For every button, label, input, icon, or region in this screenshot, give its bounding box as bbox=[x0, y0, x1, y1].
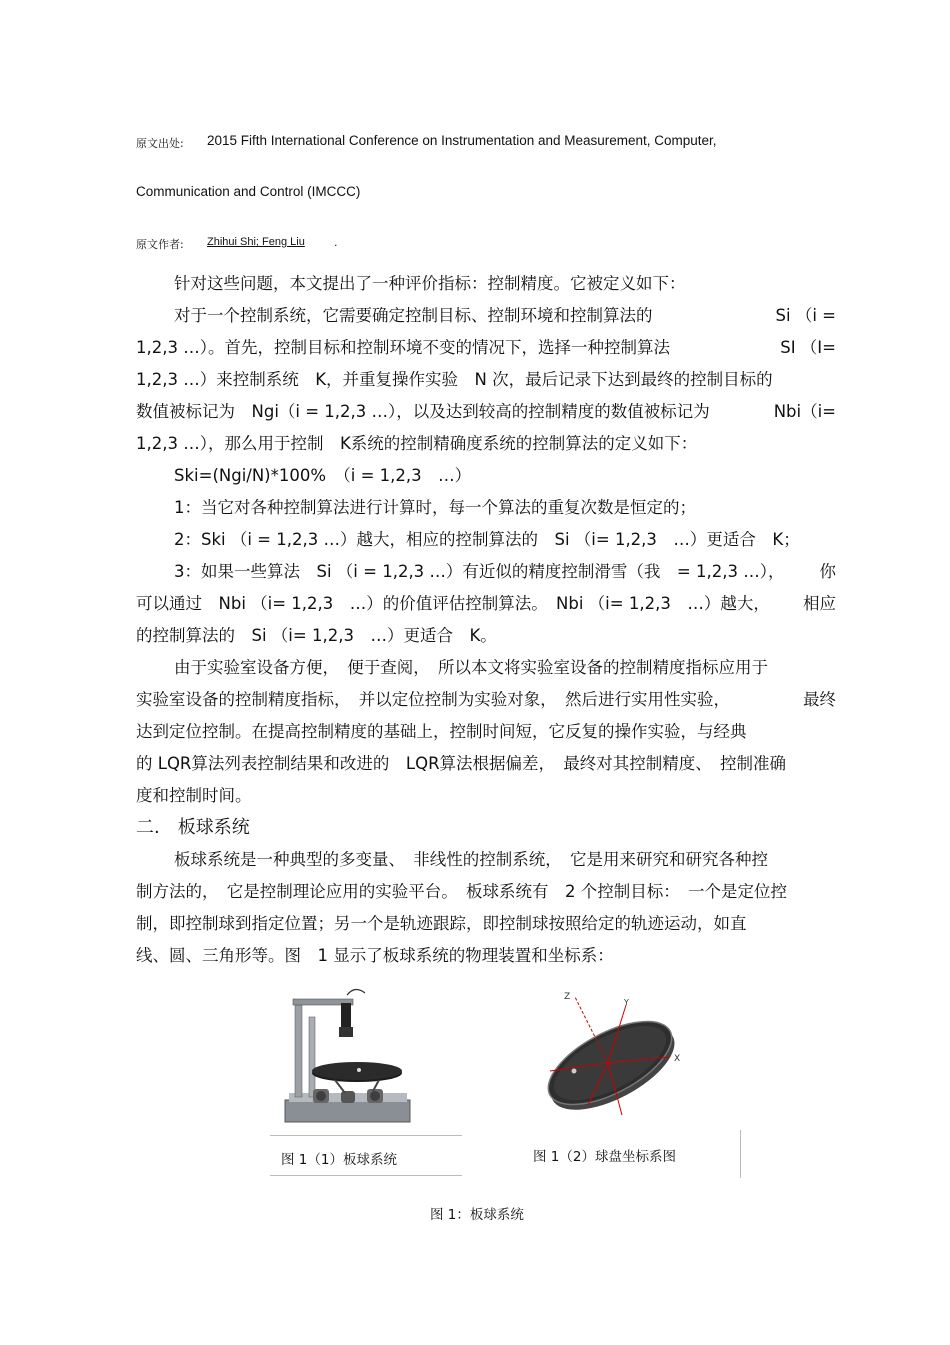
figure-divider-top bbox=[270, 1135, 462, 1136]
paragraph-1: 针对这些问题，本文提出了一种评价指标：控制精度。它被定义如下： bbox=[174, 274, 686, 293]
p2-line-2: 1,2,3 …）。首先，控制目标和控制环境不变的情况下，选择一种控制算法 SI （I= bbox=[136, 338, 836, 357]
item3-line-3: 的控制算法的 Si （i= 1,2,3 …）更适合 K。 bbox=[136, 626, 497, 645]
p3-line-3: 达到定位控制。在提高控制精度的基础上，控制时间短，它反复的操作实验，与经典 bbox=[136, 722, 747, 741]
p2-line-4: 数值被标记为 Ngi（i = 1,2,3 …），以及达到较高的控制精度的数值被标记为 Nbi（i= bbox=[136, 402, 836, 421]
figure-caption-main: 图 1：板球系统 bbox=[430, 1207, 524, 1223]
p4-line-1: 板球系统是一种典型的多变量、 非线性的控制系统， 它是用来研究和研究各种控 bbox=[174, 850, 768, 869]
source-line1: 2015 Fifth International Conference on Instrumentation and Measurement, Computer, bbox=[207, 133, 717, 148]
axis-y-label: Y bbox=[624, 998, 629, 1007]
authors-label: 原文作者: bbox=[136, 238, 184, 251]
figure-caption-left: 图 1（1）板球系统 bbox=[281, 1152, 397, 1168]
figure-apparatus-image bbox=[275, 985, 425, 1130]
p2-line-5: 1,2,3 …），那么用于控制 K系统的控制精确度系统的控制算法的定义如下： bbox=[136, 434, 698, 453]
item3-line-2: 可以通过 Nbi （i= 1,2,3 …）的价值评估控制算法。 Nbi （i= 1,2,3 …）越大， 相应 bbox=[136, 594, 836, 613]
list-item-2: 2：Ski （i = 1,2,3 …）越大，相应的控制算法的 Si （i= 1,2,3 …）更适合 K； bbox=[174, 530, 800, 549]
figure-caption-right: 图 1（2）球盘坐标系图 bbox=[533, 1149, 676, 1165]
authors-dot: . bbox=[334, 236, 338, 249]
authors-names: Zhihui Shi; Feng Liu bbox=[207, 236, 305, 248]
source-line2: Communication and Control (IMCCC) bbox=[136, 184, 361, 199]
p4-line-2: 制方法的， 它是控制理论应用的实验平台。 板球系统有 2 个控制目标： 一个是定位控 bbox=[136, 882, 787, 901]
p3-line-5: 度和控制时间。 bbox=[136, 786, 252, 805]
axis-z-label: Z bbox=[564, 992, 571, 1002]
p4-line-3: 制，即控制球到指定位置；另一个是轨迹跟踪，即控制球按照给定的轨迹运动，如直 bbox=[136, 914, 747, 933]
p2-line-3: 1,2,3 …）来控制系统 K，并重复操作实验 N 次，最后记录下达到最终的控制目标的 bbox=[136, 370, 773, 389]
formula: Ski=(Ngi/N)*100% （i = 1,2,3 …） bbox=[174, 466, 472, 485]
p3-line-4: 的 LQR算法列表控制结果和改进的 LQR算法根据偏差， 最终对其控制精度、 控制准确 bbox=[136, 754, 787, 773]
section-heading: 二. 板球系统 bbox=[136, 817, 250, 838]
body-text bbox=[136, 268, 836, 972]
p2-line-1: 对于一个控制系统，它需要确定控制目标、控制环境和控制算法的 Si （i = bbox=[174, 306, 836, 325]
p4-line-4: 线、圆、三角形等。图 1 显示了板球系统的物理装置和坐标系： bbox=[136, 946, 614, 965]
list-item-1: 1：当它对各种控制算法进行计算时，每一个算法的重复次数是恒定的； bbox=[174, 498, 696, 517]
source-label: 原文出处: bbox=[136, 137, 184, 150]
figure-divider-right bbox=[740, 1130, 741, 1178]
p3-line-1: 由于实验室设备方便， 便于查阅， 所以本文将实验室设备的控制精度指标应用于 bbox=[174, 658, 768, 677]
item3-line-1: 3：如果一些算法 Si （i = 1,2,3 …）有近似的精度控制滑雪（我 = 1,2,3 …）， 你 bbox=[174, 562, 836, 581]
figure-coordinate-image bbox=[530, 985, 700, 1125]
axis-x-label: X bbox=[674, 1054, 681, 1064]
figure-divider-bottom bbox=[270, 1175, 462, 1176]
p3-line-2: 实验室设备的控制精度指标， 并以定位控制为实验对象， 然后进行实用性实验， 最终 bbox=[136, 690, 836, 709]
